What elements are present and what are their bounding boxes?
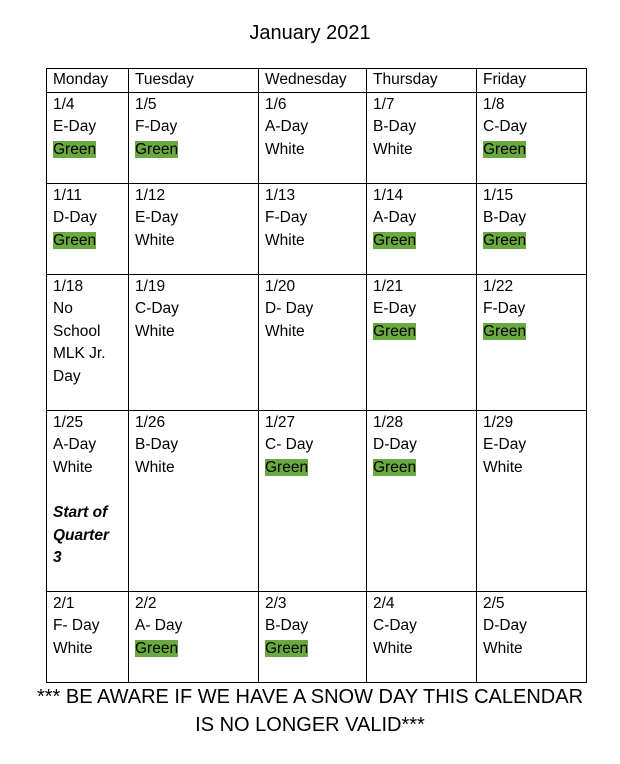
rotation-day: C-Day (135, 300, 179, 318)
rotation-day: A-Day (373, 209, 417, 227)
snow-day-warning (0, 683, 620, 739)
quarter-note-line: Start of (53, 503, 108, 521)
rotation-day: B-Day (373, 118, 417, 136)
white-day-label: White (135, 322, 175, 340)
quarter-note-line: Quarter (53, 526, 109, 544)
rotation-day: F-Day (265, 209, 308, 227)
rotation-day: B-Day (135, 436, 179, 454)
date-label: 1/14 (373, 186, 404, 204)
rotation-day: B-Day (265, 617, 309, 635)
day-cell-monday (47, 274, 129, 410)
week-row (47, 92, 587, 183)
date-label: 1/18 (53, 277, 84, 295)
green-day-badge: Green (53, 231, 97, 249)
week-row (47, 274, 587, 410)
rotation-day: E-Day (483, 436, 527, 454)
white-day-label: White (265, 231, 305, 249)
green-day-badge: Green (135, 140, 179, 158)
green-day-badge: Green (265, 458, 309, 476)
white-day-label: White (373, 639, 413, 657)
day-cell-tuesday (129, 92, 259, 183)
rotation-day: F- Day (53, 617, 100, 635)
day-cell-wednesday (259, 591, 367, 682)
holiday-note-line: No (53, 300, 73, 318)
date-label: 1/22 (483, 277, 514, 295)
warning-line-2: IS NO LONGER VALID*** (195, 714, 425, 736)
day-cell-friday (477, 410, 587, 591)
white-day-label: White (53, 458, 93, 476)
calendar-table (46, 68, 587, 683)
date-label: 1/29 (483, 413, 514, 431)
rotation-day: D-Day (53, 209, 97, 227)
day-cell-tuesday (129, 183, 259, 274)
date-label: 1/28 (373, 413, 404, 431)
white-day-label: White (373, 140, 413, 158)
holiday-note-line: School (53, 322, 101, 340)
rotation-day: A-Day (265, 118, 309, 136)
white-day-label: White (483, 639, 523, 657)
white-day-label: White (53, 639, 93, 657)
header-wednesday: Wednesday (259, 69, 367, 93)
day-cell-tuesday (129, 410, 259, 591)
week-row (47, 410, 587, 591)
date-label: 1/7 (373, 95, 395, 113)
day-cell-friday (477, 92, 587, 183)
day-cell-wednesday (259, 410, 367, 591)
rotation-day: E-Day (53, 118, 97, 136)
rotation-day: F-Day (483, 300, 526, 318)
quarter-note-line: 3 (53, 549, 62, 567)
day-cell-monday (47, 183, 129, 274)
rotation-day: D-Day (373, 436, 417, 454)
rotation-day: E-Day (135, 209, 179, 227)
date-label: 1/5 (135, 95, 157, 113)
date-label: 1/12 (135, 186, 166, 204)
week-row (47, 183, 587, 274)
header-monday: Monday (47, 69, 129, 93)
rotation-day: F-Day (135, 118, 178, 136)
green-day-badge: Green (483, 140, 527, 158)
header-tuesday: Tuesday (129, 69, 259, 93)
day-cell-tuesday (129, 274, 259, 410)
date-label: 1/11 (53, 186, 83, 204)
green-day-badge: Green (53, 140, 97, 158)
green-day-badge: Green (373, 231, 417, 249)
date-label: 1/6 (265, 95, 287, 113)
white-day-label: White (135, 231, 175, 249)
date-label: 1/13 (265, 186, 296, 204)
day-cell-friday (477, 591, 587, 682)
date-label: 1/26 (135, 413, 166, 431)
date-label: 2/4 (373, 594, 395, 612)
green-day-badge: Green (265, 639, 309, 657)
date-label: 1/8 (483, 95, 505, 113)
rotation-day: E-Day (373, 300, 417, 318)
day-cell-thursday (367, 92, 477, 183)
rotation-day: A- Day (135, 617, 183, 635)
day-cell-wednesday (259, 274, 367, 410)
day-cell-friday (477, 183, 587, 274)
day-cell-monday (47, 410, 129, 591)
header-thursday: Thursday (367, 69, 477, 93)
header-friday: Friday (477, 69, 587, 93)
rotation-day: C-Day (483, 118, 527, 136)
white-day-label: White (265, 322, 305, 340)
green-day-badge: Green (373, 458, 417, 476)
holiday-note-line: Day (53, 367, 81, 385)
rotation-day: C- Day (265, 436, 314, 454)
date-label: 1/20 (265, 277, 296, 295)
white-day-label: White (135, 458, 175, 476)
white-day-label: White (483, 458, 523, 476)
date-label: 1/27 (265, 413, 296, 431)
green-day-badge: Green (483, 231, 527, 249)
rotation-day: B-Day (483, 209, 527, 227)
day-cell-thursday (367, 274, 477, 410)
date-label: 1/15 (483, 186, 514, 204)
date-label: 1/21 (373, 277, 404, 295)
holiday-note-line: MLK Jr. (53, 345, 106, 363)
header-row (47, 69, 587, 93)
date-label: 2/3 (265, 594, 287, 612)
green-day-badge: Green (373, 322, 417, 340)
date-label: 2/1 (53, 594, 75, 612)
green-day-badge: Green (483, 322, 527, 340)
day-cell-thursday (367, 183, 477, 274)
day-cell-wednesday (259, 92, 367, 183)
date-label: 2/5 (483, 594, 505, 612)
page-title: January 2021 (249, 22, 371, 44)
green-day-badge: Green (135, 639, 179, 657)
rotation-day: D- Day (265, 300, 314, 318)
date-label: 1/19 (135, 277, 166, 295)
date-label: 2/2 (135, 594, 157, 612)
week-row (47, 591, 587, 682)
date-label: 1/25 (53, 413, 84, 431)
rotation-day: D-Day (483, 617, 527, 635)
day-cell-thursday (367, 591, 477, 682)
day-cell-wednesday (259, 183, 367, 274)
day-cell-tuesday (129, 591, 259, 682)
day-cell-friday (477, 274, 587, 410)
date-label: 1/4 (53, 95, 75, 113)
rotation-day: A-Day (53, 436, 97, 454)
warning-line-1: *** BE AWARE IF WE HAVE A SNOW DAY THIS CALENDAR (36, 686, 584, 708)
day-cell-monday (47, 92, 129, 183)
white-day-label: White (265, 140, 305, 158)
rotation-day: C-Day (373, 617, 417, 635)
day-cell-thursday (367, 410, 477, 591)
day-cell-monday (47, 591, 129, 682)
